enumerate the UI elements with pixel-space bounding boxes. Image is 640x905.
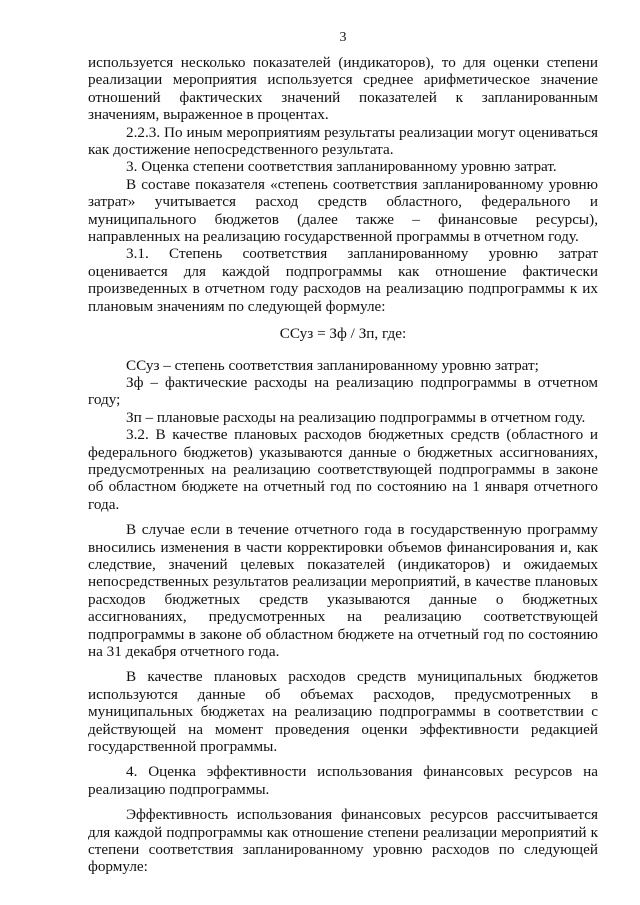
paragraph-2-2-3: 2.2.3. По иным мероприятиям результаты реализации могут оцениваться как достижение непосредственного результата. bbox=[88, 123, 598, 159]
page-number: 3 bbox=[339, 30, 347, 45]
formula-ssuz: ССуз = Зф / Зп, где: bbox=[279, 325, 407, 343]
definition-zp: Зп – плановые расходы на реализацию подпрограммы в отчетном году. bbox=[126, 408, 586, 426]
heading-section-3: 3. Оценка степени соответствия запланированному уровню затрат. bbox=[126, 158, 557, 176]
paragraph-program-changes: В случае если в течение отчетного года в государственную программу вносились изменения в части корректировки объемов финансирования и, как следствие, значений целевых показателей (индикаторов) и ожидаемых непосредственных результатов реализации мероприятий, в качестве плановых расходов бюджетных средств указываются данные о бюджетных ассигнованиях, предусмотренных на реализацию соответствующей подпрограммы в законе об областном бюджете на отчетный год по состоянию на 31 декабря отчетного года. bbox=[88, 521, 598, 660]
paragraph-municipal-budgets: В качестве плановых расходов средств муниципальных бюджетов используются данные об объемах расходов, предусмотренных в муниципальных бюджетах на реализацию подпрограммы в соответствии с действующей на момент проведения оценки эффективности редакцией государственной программы. bbox=[88, 668, 598, 756]
paragraph-cost-indicator: В составе показателя «степень соответствия запланированному уровню затрат» учитывается расход средств областного, федерального и муниципального бюджетов (далее также – финансовые ресурсы), направленных на реализацию государственной программы в отчетном году. bbox=[88, 175, 598, 246]
document-page bbox=[88, 30, 598, 876]
paragraph-3-2: 3.2. В качестве плановых расходов бюджетных средств (областного и федерального бюджетов) указываются данные о бюджетных ассигнованиях, предусмотренных на реализацию соответствующей подпрограммы в законе об областном бюджете на отчетный год по состоянию на 1 января отчетного года. bbox=[88, 426, 598, 513]
definition-ssuz: ССуз – степень соответствия запланированному уровню затрат; bbox=[126, 356, 539, 374]
definition-zf: Зф – фактические расходы на реализацию подпрограммы в отчетном году; bbox=[88, 373, 598, 409]
heading-section-4: 4. Оценка эффективности использования финансовых ресурсов на реализацию подпрограммы. bbox=[88, 763, 598, 798]
paragraph-3-1: 3.1. Степень соответствия запланированному уровню затрат оценивается для каждой подпрограммы как отношение фактически произведенных в отчетном году расходов на реализацию подпрограммы к их плановым значениям по следующей формуле: bbox=[88, 245, 598, 315]
paragraph-efficiency-formula-intro: Эффективность использования финансовых ресурсов рассчитывается для каждой подпрограммы как отношение степени реализации мероприятий к степени соответствия запланированному уровню расходов по следующей формуле: bbox=[88, 806, 598, 876]
paragraph-indicators-average: используется несколько показателей (индикаторов), то для оценки степени реализации мероприятия используется среднее арифметическое значение отношений фактических значений показателей к запланированным значениям, выраженное в процентах. bbox=[88, 54, 598, 124]
